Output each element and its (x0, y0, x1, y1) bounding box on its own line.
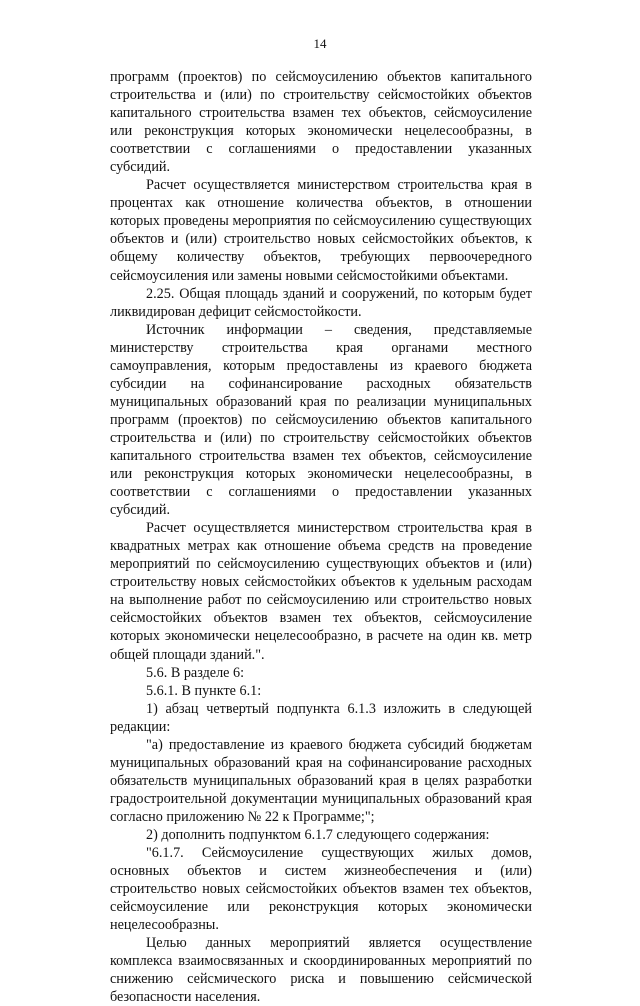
paragraph: 5.6.1. В пункте 6.1: (146, 682, 262, 699)
paragraph: 5.6. В разделе 6: (146, 664, 245, 681)
paragraph: программ (проектов) по сейсмоусилению объектов капитального строительства и (или) по строительству сейсмостойких объектов капитального строительства взамен тех объектов, сейсмоусиление или реконструкция которых экономически нецелесообразны, в соответствии с соглашениями о предоставлении указанных субсидий. (110, 69, 532, 176)
paragraph: 2) дополнить подпунктом 6.1.7 следующего содержания: (146, 826, 490, 843)
document-body (110, 68, 532, 1006)
paragraph: 2.25. Общая площадь зданий и сооружений, по которым будет ликвидирован дефицит сейсмостойкости. (110, 285, 532, 320)
paragraph: Источник информации – сведения, представляемые министерству строительства края органами местного самоуправления, которым предоставлены из краевого бюджета субсидии на софинансирование расходных обязательств муниципальных образований края по реализации муниципальных программ (проектов) по сейсмоусилению объектов капитального строительства и (или) по строительству сейсмостойких объектов капитального строительства взамен тех объектов, сейсмоусиление или реконструкция которых экономически нецелесообразны, в соответствии с соглашениями о предоставлении указанных субсидий. (110, 321, 532, 519)
paragraph: Расчет осуществляется министерством строительства края в квадратных метрах как отношение объема средств на проведение мероприятий по сейсмоусилению существующих объектов и (или) строительству новых сейсмостойких объектов к удельным расходам на выполнение работ по сейсмоусилению или строительство новых сейсмостойких объектов взамен тех объектов, сейсмоусиление которых экономически нецелесообразно, в расчете на один кв. метр общей площади зданий.". (110, 520, 532, 663)
paragraph: "а) предоставление из краевого бюджета субсидий бюджетам муниципальных образований края на софинансирование расходных обязательств муниципальных образований края в целях разработки градостроительной документации муниципальных образований края согласно приложению № 22 к Программе;"; (110, 736, 532, 825)
page-number: 14 (313, 36, 327, 51)
paragraph: 1) абзац четвертый подпункта 6.1.3 изложить в следующей редакции: (110, 700, 532, 735)
paragraph: Целью данных мероприятий является осуществление комплекса взаимосвязанных и скоординированных мероприятий по снижению сейсмического риска и повышению сейсмической безопасности населения. (110, 935, 532, 1006)
paragraph: Расчет осуществляется министерством строительства края в процентах как отношение количества объектов, в отношении которых проведены мероприятия по сейсмоусилению существующих объектов и (или) строительство новых сейсмостойких объектов, к общему количеству объектов, требующих первоочередного сейсмоусиления или замены новыми сейсмостойкими объектами. (110, 177, 532, 284)
paragraph: "6.1.7. Сейсмоусиление существующих жилых домов, основных объектов и систем жизнеобеспечения и (или) строительство новых сейсмостойких объектов взамен тех объектов, сейсмоусиление или реконструкция которых экономически нецелесообразны. (110, 845, 532, 934)
